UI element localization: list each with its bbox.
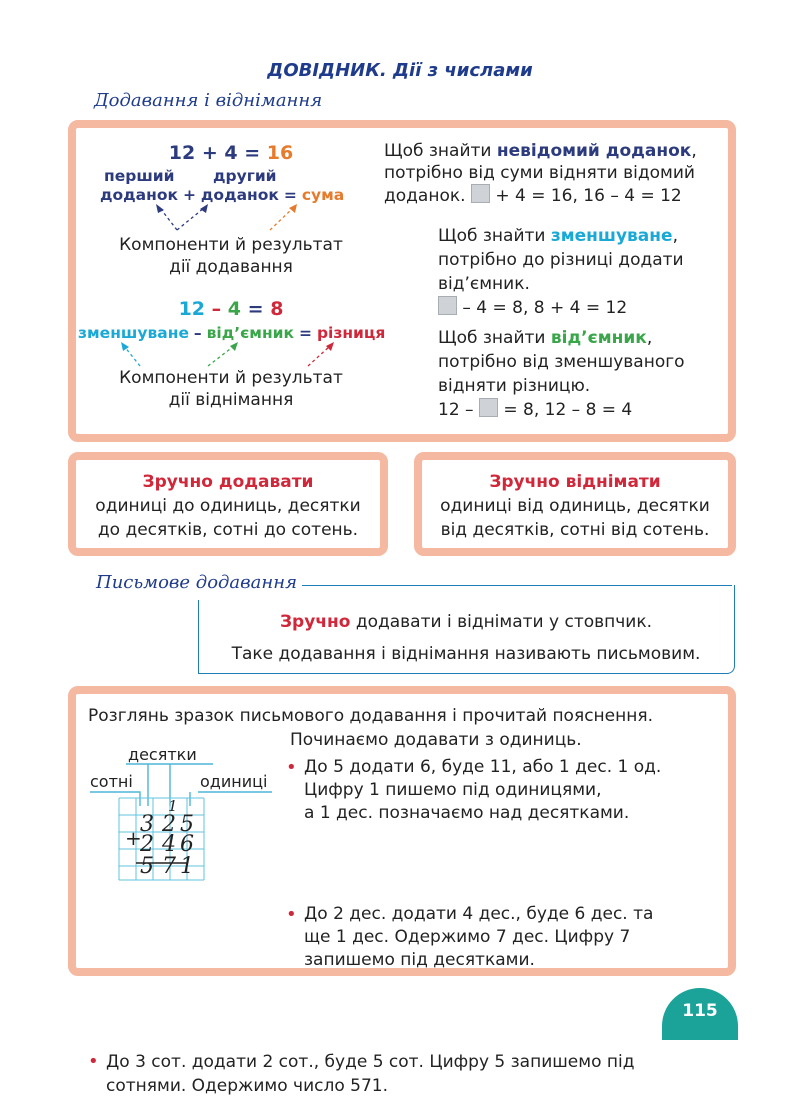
arrow-first-addend: [160, 208, 177, 230]
page-number: 115: [662, 988, 738, 1040]
section-heading-written: Письмове додавання: [96, 572, 298, 593]
plus-sign: +: [125, 826, 142, 850]
convenient-add-text: Зручно додавати одиниці до одиниць, десятки до десятків, сотні до сотень.: [95, 472, 361, 540]
term-first-label: перший: [104, 167, 175, 185]
explanation-step-2: • До 2 дес. додати 4 дес., буде 6 дес. та ще 1 дес. Одержимо 7 дес. Цифру 7 запишемо під десятками.: [284, 903, 740, 972]
subtraction-example: 12 – 4 = 8: [178, 298, 284, 320]
arrow-sum: [270, 208, 293, 230]
addition-caption: Компоненти й результат дії додавання: [119, 235, 343, 277]
unknown-square: [471, 184, 490, 203]
arrow-difference: [308, 346, 330, 366]
unknown-square: [438, 296, 457, 315]
explanation-step-3: • До 3 сот. додати 2 сот., буде 5 сот. Цифру 5 запишемо під сотнями. Одержимо число 571.: [86, 1050, 746, 1098]
rule-unknown-addend: Щоб знайти невідомий доданок, потрібно від суми відняти відомий доданок. + 4 = 16, 16 – 4 = 12: [384, 141, 697, 206]
subtraction-arrows: [118, 342, 348, 370]
rule-subtrahend: Щоб знайти від’ємник, потрібно від зменшуваного відняти різницю. 12 – = 8, 12 – 8 = 4: [438, 328, 685, 420]
convenient-sub-text: Зручно віднімати одиниці від одиниць, десятки від десятків, сотні від сотень.: [440, 472, 710, 540]
section-heading-add-sub: Додавання і віднімання: [94, 90, 323, 111]
example-start: Починаємо додавати з одиниць.: [290, 730, 582, 750]
label-units: одиниці: [200, 772, 268, 791]
page-title: ДОВІДНИК. Дії з числами: [267, 60, 533, 81]
arrow-second-addend: [177, 208, 204, 230]
subtraction-terms: зменшуване – від’ємник = різниця: [78, 324, 386, 342]
arrow-subtrahend: [208, 346, 234, 366]
label-hundreds: сотні: [90, 772, 133, 791]
carry-digit: 1: [168, 797, 178, 815]
addition-example: 12 + 4 = 16: [168, 142, 294, 164]
addition-terms: доданок + доданок = сума: [100, 186, 345, 204]
label-tens: десятки: [128, 745, 197, 764]
subtraction-caption: Компоненти й результат дії віднімання: [119, 368, 343, 410]
term-second-label: другий: [213, 167, 277, 185]
unknown-square: [479, 398, 498, 417]
rule-minuend: Щоб знайти зменшуване, потрібно до різниці додати від’ємник. – 4 = 8, 8 + 4 = 12: [438, 226, 684, 318]
addition-arrows: [150, 204, 330, 234]
written-note: Зручно додавати і віднімати у стовпчик. Таке додавання і віднімання називають письмовим.: [231, 612, 701, 664]
arrow-minuend: [124, 346, 140, 366]
explanation-step-1: • До 5 додати 6, буде 11, або 1 дес. 1 од. Цифру 1 пишемо під одиницями, а 1 дес. позначаємо над десятками.: [284, 756, 740, 825]
example-intro: Розглянь зразок письмового додавання і прочитай пояснення.: [88, 706, 653, 726]
